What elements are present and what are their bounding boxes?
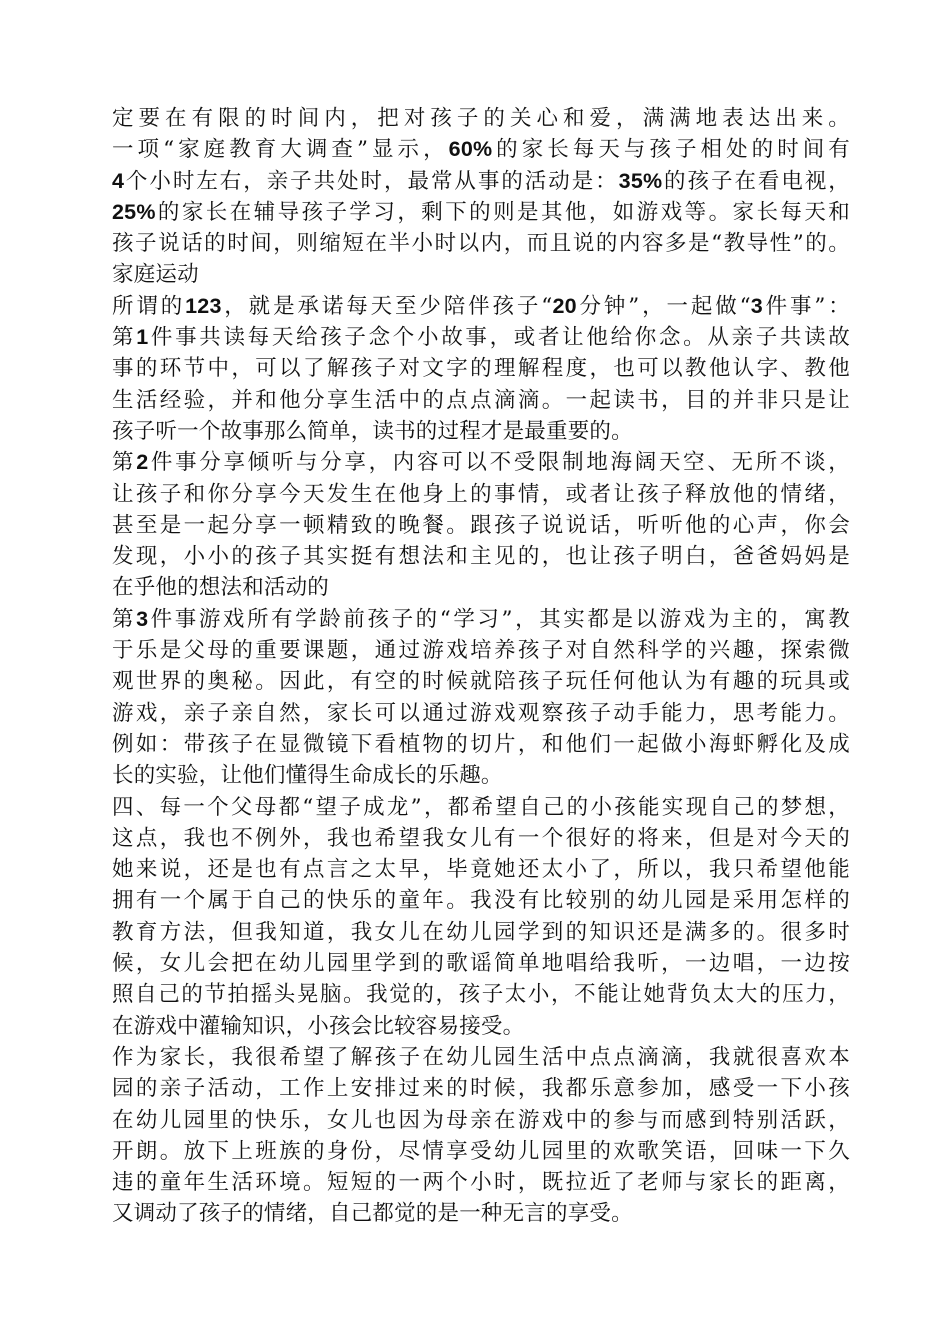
text-line: 在幼儿园里的快乐，女儿也因为母亲在游戏中的参与而感到特别活跃， xyxy=(112,1107,850,1133)
text-line: 作为家长，我很希望了解孩子在幼儿园生活中点点滴滴，我就很喜欢本 xyxy=(112,1044,850,1070)
text-line: 4个小时左右，亲子共处时，最常从事的活动是：35%的孩子在看电视， xyxy=(112,168,850,194)
text-line: 又调动了孩子的情绪，自己都觉的是一种无言的享受。 xyxy=(112,1201,633,1227)
text-line: 开朗。放下上班族的身份，尽情享受幼儿园里的欢歌笑语，回味一下久 xyxy=(112,1138,850,1164)
text-line: 于乐是父母的重要课题，通过游戏培养孩子对自然科学的兴趣，探索微 xyxy=(112,638,850,664)
document-body xyxy=(112,103,850,1230)
text-line: 这点，我也不例外，我也希望我女儿有一个很好的将来，但是对今天的 xyxy=(112,825,850,851)
text-line: 孩子听一个故事那么简单，读书的过程才是最重要的。 xyxy=(112,418,633,444)
text-line: 园的亲子活动，工作上安排过来的时候，我都乐意参加，感受一下小孩 xyxy=(112,1076,850,1102)
text-line: 四、每一个父母都“望子成龙”，都希望自己的小孩能实现自己的梦想， xyxy=(112,794,850,820)
text-line: 拥有一个属于自己的快乐的童年。我没有比较别的幼儿园是采用怎样的 xyxy=(112,888,850,914)
text-line: 第1件事共读每天给孩子念个小故事，或者让他给你念。从亲子共读故 xyxy=(112,325,850,351)
text-line: 生活经验，并和他分享生活中的点点滴滴。一起读书，目的并非只是让 xyxy=(112,387,850,413)
text-line: 25%的家长在辅导孩子学习，剩下的则是其他，如游戏等。家长每天和 xyxy=(112,199,850,225)
text-line: 游戏，亲子亲自然，家长可以通过游戏观察孩子动手能力，思考能力。 xyxy=(112,700,850,726)
text-line: 观世界的奥秘。因此，有空的时候就陪孩子玩任何他认为有趣的玩具或 xyxy=(112,669,850,695)
text-line: 一项“家庭教育大调查”显示，60%的家长每天与孩子相处的时间有 xyxy=(112,137,850,163)
text-line: 照自己的节拍摇头晃脑。我觉的，孩子太小，不能让她背负太大的压力， xyxy=(112,982,850,1008)
text-line: 所谓的123，就是承诺每天至少陪伴孩子“20分钟”，一起做“3件事”： xyxy=(112,293,850,319)
text-line: 甚至是一起分享一顿精致的晚餐。跟孩子说说话，听听他的心声，你会 xyxy=(112,512,850,538)
text-line: 第2件事分享倾听与分享，内容可以不受限制地海阔天空、无所不谈， xyxy=(112,450,850,476)
text-line: 让孩子和你分享今天发生在他身上的事情，或者让孩子释放他的情绪， xyxy=(112,481,850,507)
text-line: 她来说，还是也有点言之太早，毕竟她还太小了，所以，我只希望他能 xyxy=(112,857,850,883)
text-line: 第3件事游戏所有学龄前孩子的“学习”，其实都是以游戏为主的，寓教 xyxy=(112,606,850,632)
text-line: 事的环节中，可以了解孩子对文字的理解程度，也可以教他认字、教他 xyxy=(112,356,850,382)
text-line: 定要在有限的时间内，把对孩子的关心和爱，满满地表达出来。 xyxy=(112,106,850,131)
text-line: 例如：带孩子在显微镜下看植物的切片，和他们一起做小海虾孵化及成 xyxy=(112,731,850,757)
text-line: 在游戏中灌输知识，小孩会比较容易接受。 xyxy=(112,1013,525,1039)
section-heading: 家庭运动 xyxy=(112,262,199,288)
text-line: 长的实验，让他们懂得生命成长的乐趣。 xyxy=(112,763,503,789)
text-line: 违的童年生活环境。短短的一两个小时，既拉近了老师与家长的距离， xyxy=(112,1170,850,1196)
text-line: 发现，小小的孩子其实挺有想法和主见的，也让孩子明白，爸爸妈妈是 xyxy=(112,544,850,570)
text-line: 教育方法，但我知道，我女儿在幼儿园学到的知识还是满多的。很多时 xyxy=(112,919,850,945)
text-line: 在乎他的想法和活动的 xyxy=(112,575,330,601)
text-line: 候，女儿会把在幼儿园里学到的歌谣简单地唱给我听，一边唱，一边按 xyxy=(112,951,850,977)
text-line: 孩子说话的时间，则缩短在半小时以内，而且说的内容多是“教导性”的。 xyxy=(112,231,850,257)
